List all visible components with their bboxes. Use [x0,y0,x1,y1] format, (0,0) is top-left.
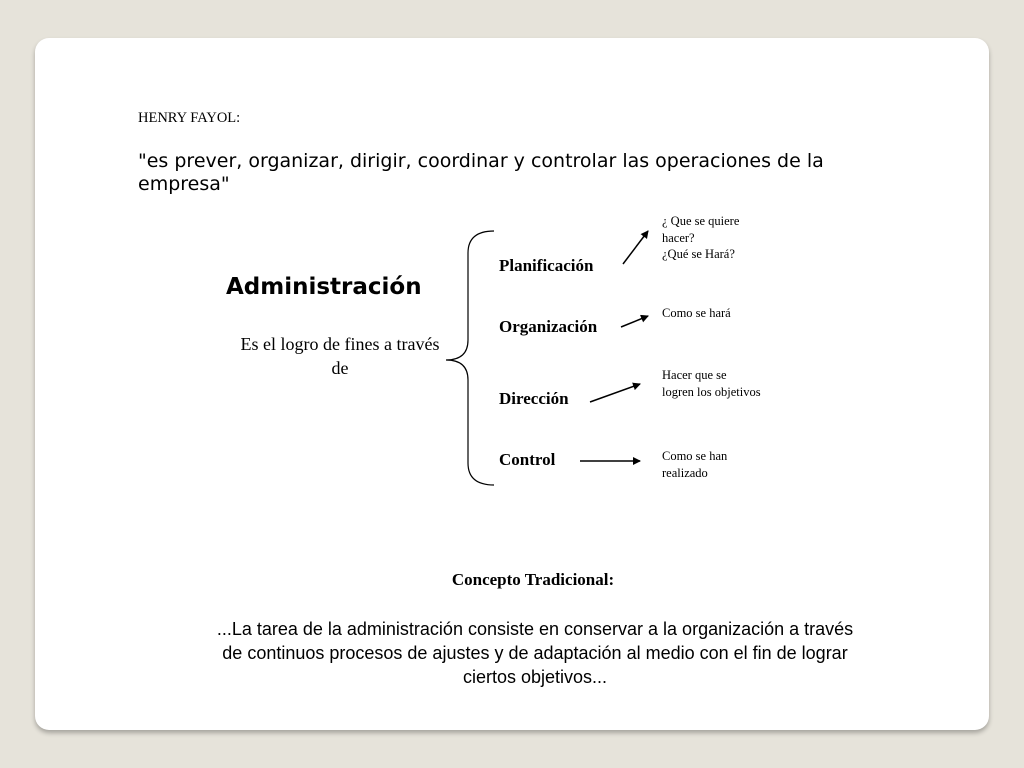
slide [35,38,989,730]
traditional-line-1: ...La tarea de la administración consiste en conservar a la organización a través [216,619,854,639]
note-planificacion [662,213,792,263]
note-direccion [662,367,792,400]
traditional-concept-text [175,617,895,689]
arrow-direccion [590,384,640,402]
note-line: Como se han [662,449,728,463]
function-organizacion: Organización [499,317,598,336]
author-label: HENRY FAYOL: [138,110,241,126]
curly-brace [446,231,494,485]
note-organizacion [662,305,792,322]
note-line: realizado [662,465,708,480]
note-control [662,448,792,481]
arrow-planificacion [623,231,648,264]
note-line: ¿Qué se Hará? [662,247,735,261]
quote-line-1: "es prever, organizar, dirigir, coordinar y controlar las operaciones de la [138,150,824,172]
function-planificacion: Planificación [499,256,594,275]
function-direccion: Dirección [499,389,569,408]
note-line: Como se hará [662,306,731,320]
description-line-2: de [331,358,349,378]
traditional-concept-title: Concepto Tradicional: [451,570,615,589]
note-line: hacer? [662,230,695,245]
administration-title: Administración [226,274,422,300]
arrow-organizacion [621,316,648,327]
traditional-line-3: ciertos objetivos... [462,667,608,687]
note-line: Hacer que se [662,368,727,382]
description-line-1: Es el logro de fines a través [240,334,440,354]
note-line: ¿ Que se quiere [662,214,740,228]
note-line: logren los objetivos [662,384,761,399]
traditional-line-2: de continuos procesos de ajustes y de adaptación al medio con el fin de lograr [222,643,848,663]
quote-line-2: empresa" [138,173,230,195]
function-control: Control [499,450,556,469]
